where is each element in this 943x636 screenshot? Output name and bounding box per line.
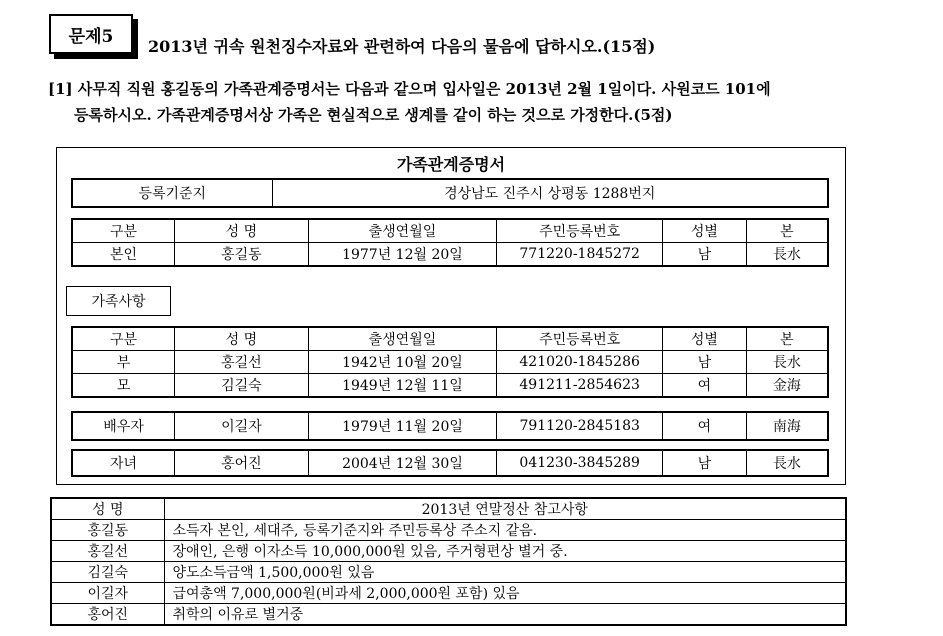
table-row — [72, 412, 828, 440]
cell: 1942년 10월 20일 — [308, 351, 497, 374]
cell: 491211-2854623 — [497, 374, 663, 398]
cell: 부 — [72, 351, 175, 374]
registration-value: 경상남도 진주시 상평동 1288번지 — [272, 179, 828, 207]
registration-table — [71, 178, 829, 208]
header-cell: 출생연월일 — [308, 327, 497, 351]
cell: 양도소득금액 1,500,000원 있음 — [164, 562, 846, 583]
family-relation-certificate — [56, 147, 846, 485]
cell: 배우자 — [72, 412, 175, 440]
table-row — [51, 541, 846, 562]
cell: 김길숙 — [51, 562, 164, 583]
family-section-label: 가족사항 — [66, 286, 171, 316]
table-header-row — [72, 219, 828, 243]
cell: 1949년 12월 11일 — [308, 374, 497, 398]
year-end-settlement-reference-table — [50, 497, 847, 626]
cell: 소득자 본인, 세대주, 등록기준지와 주민등록상 주소지 같음. — [164, 520, 846, 541]
table-header-row — [72, 327, 828, 351]
header-cell: 구분 — [72, 219, 175, 243]
cell: 취학의 이유로 별거중 — [164, 604, 846, 626]
cell: 남 — [663, 351, 747, 374]
registration-label: 등록기준지 — [72, 179, 272, 207]
header-cell: 주민등록번호 — [497, 219, 663, 243]
table-row — [72, 351, 828, 374]
cell: 南海 — [746, 412, 828, 440]
cell: 長水 — [746, 351, 828, 374]
header-cell: 2013년 연말정산 참고사항 — [164, 498, 846, 520]
header-cell: 성 명 — [175, 219, 309, 243]
instruction-text — [48, 76, 888, 128]
table-row — [51, 562, 846, 583]
header-cell: 주민등록번호 — [497, 327, 663, 351]
header-cell: 성 명 — [175, 327, 309, 351]
header-cell: 출생연월일 — [308, 219, 497, 243]
spouse-table — [71, 411, 829, 441]
cell: 791120-2845183 — [497, 412, 663, 440]
cell: 長水 — [746, 450, 828, 476]
certificate-title: 가족관계증명서 — [396, 155, 506, 174]
cell: 홍길선 — [51, 541, 164, 562]
cell: 여 — [663, 374, 747, 398]
cell: 이길자 — [175, 412, 309, 440]
cell: 長水 — [746, 243, 828, 267]
table-row — [72, 374, 828, 398]
cell: 홍어진 — [51, 604, 164, 626]
cell: 자녀 — [72, 450, 175, 476]
header-cell: 본 — [746, 219, 828, 243]
cell: 남 — [663, 243, 747, 267]
cell: 김길숙 — [175, 374, 309, 398]
table-header-row — [51, 498, 846, 520]
cell: 여 — [663, 412, 747, 440]
cell: 421020-1845286 — [497, 351, 663, 374]
cell: 041230-3845289 — [497, 450, 663, 476]
cell: 2004년 12월 30일 — [308, 450, 497, 476]
child-table — [71, 449, 829, 477]
table-row — [51, 583, 846, 604]
cell: 771220-1845272 — [497, 243, 663, 267]
table-row — [72, 243, 828, 267]
cell: 홍길동 — [51, 520, 164, 541]
registration-row — [72, 179, 828, 207]
cell: 모 — [72, 374, 175, 398]
header-cell: 구분 — [72, 327, 175, 351]
header-cell: 성별 — [663, 327, 747, 351]
cell: 장애인, 은행 이자소득 10,000,000원 있음, 주거형편상 별거 중. — [164, 541, 846, 562]
table-row — [72, 450, 828, 476]
cell: 1979년 11월 20일 — [308, 412, 497, 440]
parents-table — [71, 326, 829, 398]
cell: 남 — [663, 450, 747, 476]
header-cell: 성별 — [663, 219, 747, 243]
header-cell: 성 명 — [51, 498, 164, 520]
cell: 홍어진 — [175, 450, 309, 476]
cell: 급여총액 7,000,000원(비과세 2,000,000원 포함) 있음 — [164, 583, 846, 604]
question-title: 2013년 귀속 원천징수자료와 관련하여 다음의 물음에 답하시오.(15점) — [148, 37, 656, 56]
cell: 이길자 — [51, 583, 164, 604]
question-label: 문제5 — [68, 26, 114, 47]
cell: 金海 — [746, 374, 828, 398]
instruction-line-1: [1] 사무직 직원 홍길동의 가족관계증명서는 다음과 같으며 입사일은 2013년 2월 1일이다. 사원코드 101에 — [48, 80, 771, 98]
question-number-box — [49, 14, 133, 54]
table-row — [51, 604, 846, 626]
header-cell: 본 — [746, 327, 828, 351]
cell: 1977년 12월 20일 — [308, 243, 497, 267]
cell: 본인 — [72, 243, 175, 267]
table-row — [51, 520, 846, 541]
cell: 홍길동 — [175, 243, 309, 267]
cell: 홍길선 — [175, 351, 309, 374]
self-table — [71, 218, 829, 267]
instruction-line-2: 등록하시오. 가족관계증명서상 가족은 현실적으로 생계를 같이 하는 것으로 가정한다.(5점) — [74, 106, 673, 124]
